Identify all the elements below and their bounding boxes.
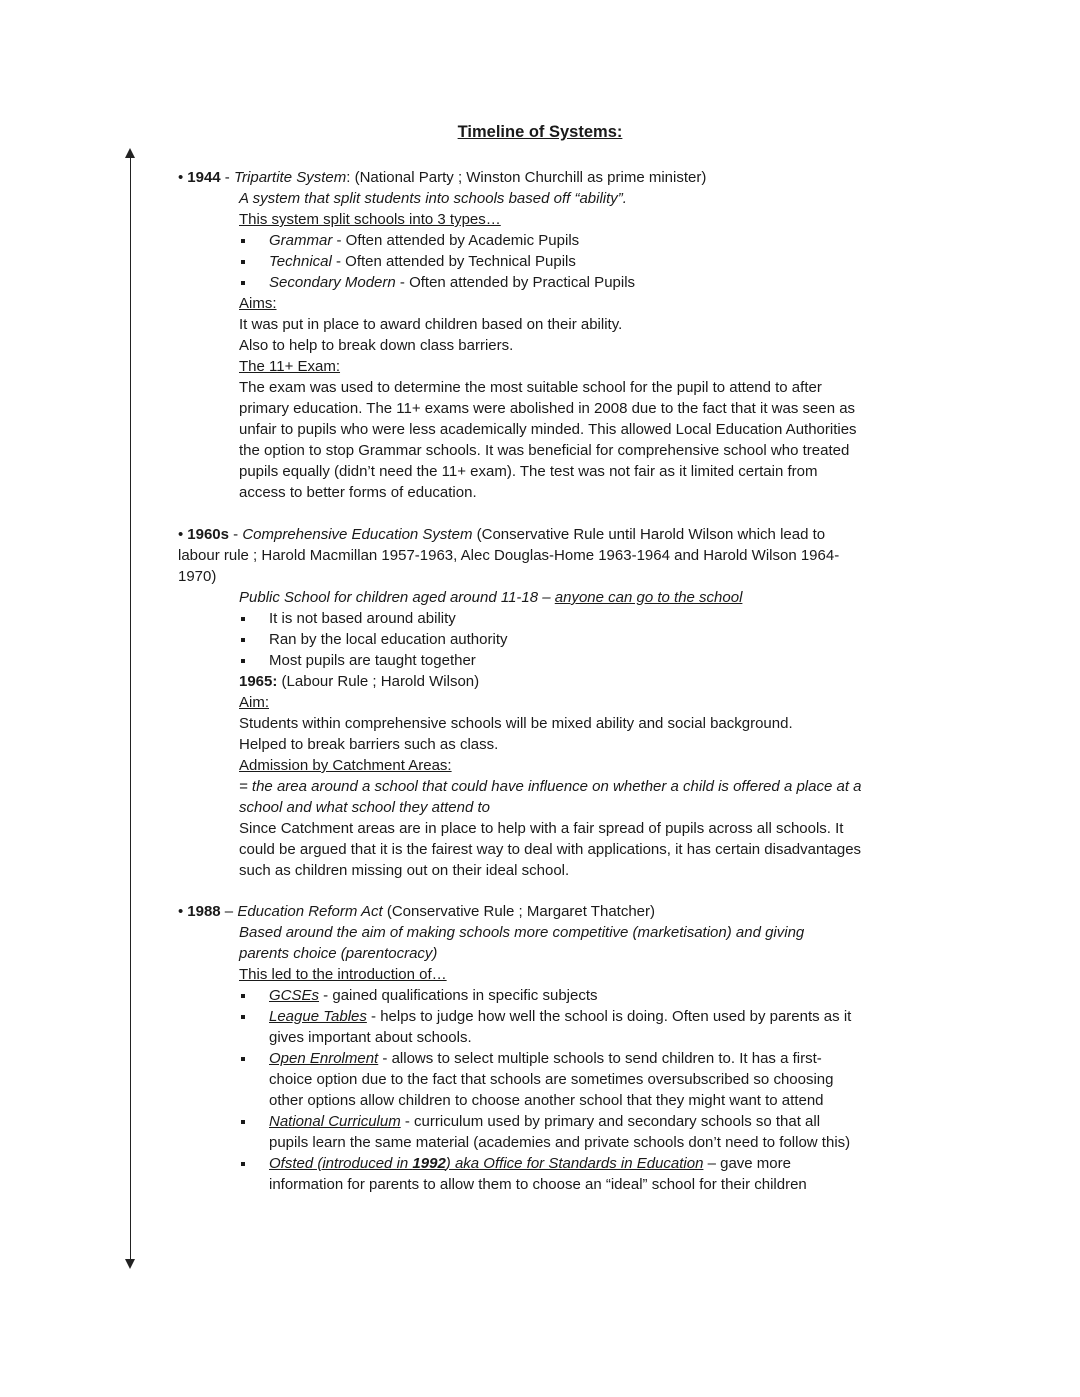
list-item: It is not based around ability	[239, 608, 878, 629]
aims-line: Also to help to break down class barriers.	[239, 337, 514, 354]
system-name: Comprehensive Education System	[242, 526, 473, 543]
page-title: Timeline of Systems:	[457, 123, 623, 141]
aim-line: Students within comprehensive schools will be mixed ability and social background.	[239, 715, 793, 732]
list-item: Ofsted (introduced in 1992) aka Office for Standards in Education – gave more information for parents to allow them to choose an “ideal” school for their children	[239, 1153, 839, 1195]
year-1965: 1965: (Labour Rule ; Harold Wilson)	[239, 673, 480, 690]
heading-1988: • 1988 – Education Reform Act (Conservative Rule ; Margaret Thatcher)	[178, 903, 656, 920]
list-item: GCSEs - gained qualifications in specific subjects	[239, 985, 863, 1006]
year-label: 1988	[187, 903, 221, 920]
act-name: Education Reform Act	[237, 903, 383, 920]
list-item: Open Enrolment - allows to select multiple schools to send children to. It has a first-choice option due to the fact that schools are sometimes oversubscribed so choosing other options allow children to choose another school that they might want to attend	[239, 1048, 863, 1111]
catchment-definition: = the area around a school that could have influence on whether a child is offered a place at a school and what school they attend to	[239, 778, 862, 816]
catchment-text: Since Catchment areas are in place to help with a fair spread of pupils across all schools. It could be argued that it is the fairest way to deal with applications, it has certain disadvantages such as children missing out on their ideal school.	[239, 820, 862, 879]
list-item: League Tables - helps to judge how well the school is doing. Often used by parents as it gives important about schools.	[239, 1006, 863, 1048]
system-name: Tripartite System	[233, 169, 347, 186]
list-item: Most pupils are taught together	[239, 650, 878, 671]
aims-heading: Aims:	[239, 295, 277, 312]
bullet-icon: •	[178, 526, 184, 543]
aims-line: It was put in place to award children based on their ability.	[239, 316, 623, 333]
heading-1944: • 1944 - Tripartite System: (National Party ; Winston Churchill as prime minister)	[178, 169, 707, 186]
description: Public School for children aged around 11-18 – anyone can go to the school	[239, 589, 743, 606]
arrow-down-icon	[125, 1259, 135, 1269]
section-1988	[178, 901, 878, 1195]
description: Based around the aim of making schools more competitive (marketisation) and giving parents choice (parentocracy)	[239, 924, 805, 962]
description: A system that split students into schools based off “ability”.	[239, 190, 627, 207]
catchment-heading: Admission by Catchment Areas:	[239, 757, 452, 774]
timeline-line	[130, 156, 131, 1264]
exam-text: The exam was used to determine the most suitable school for the pupil to attend to after primary education. The 11+ exams were abolished in 2008 due to the fact that it was seen as unfair to pupils who were less academically minded. This allowed Local Education Authorities the option to stop Grammar schools. It was beneficial for comprehensive school who treated pupils equally (didn’t need the 11+ exam). The test was not fair as it limited certain from access to better forms of education.	[239, 379, 857, 501]
reforms-list	[239, 985, 863, 1195]
list-item: Ran by the local education authority	[239, 629, 878, 650]
year-label: 1944	[187, 169, 221, 186]
points-list	[239, 608, 878, 671]
list-item: National Curriculum - curriculum used by primary and secondary schools so that all pupils learn the same material (academies and private schools don’t need to follow this)	[239, 1111, 863, 1153]
list-item: Technical - Often attended by Technical Pupils	[239, 251, 878, 272]
list-item: Secondary Modern - Often attended by Practical Pupils	[239, 272, 878, 293]
types-heading: This system split schools into 3 types…	[239, 211, 501, 228]
arrow-up-icon	[125, 148, 135, 158]
bullet-icon: •	[178, 169, 184, 186]
types-list	[239, 230, 878, 293]
heading-1960s: • 1960s - Comprehensive Education System (Conservative Rule until Harold Wilson which lead to labour rule ; Harold Macmillan 1957-1963, Alec Douglas-Home 1963-1964 and Harold Wilson 1964-1970)	[178, 526, 840, 585]
list-item: Grammar - Often attended by Academic Pupils	[239, 230, 878, 251]
aim-line: Helped to break barriers such as class.	[239, 736, 499, 753]
intro-heading: This led to the introduction of…	[239, 966, 447, 983]
aim-heading: Aim:	[239, 694, 269, 711]
bullet-icon: •	[178, 903, 184, 920]
section-1960s	[178, 524, 878, 881]
year-label: 1960s	[187, 526, 229, 543]
exam-heading: The 11+ Exam:	[239, 358, 341, 375]
section-1944	[178, 167, 878, 503]
